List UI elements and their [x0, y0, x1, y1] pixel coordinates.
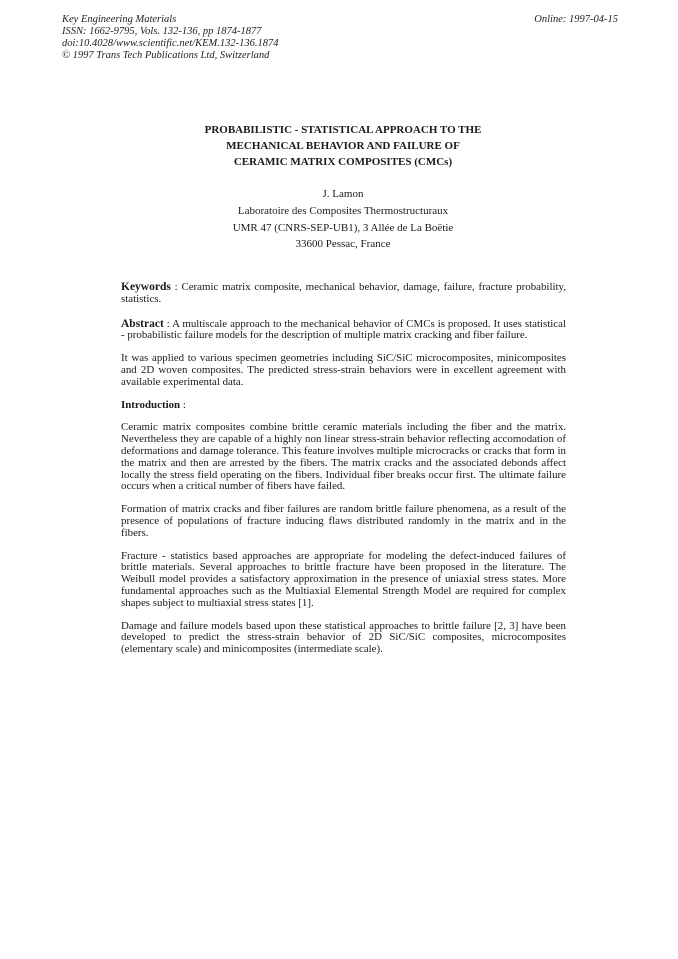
- journal-name: Key Engineering Materials: [62, 14, 177, 25]
- intro-paragraph-1: Ceramic matrix composites combine brittle ceramic materials including the fiber and the matrix. Nevertheless they are capable of a highly non linear stress-strain behavior reflecting accomodation of deformations and damage tolerance. This feature involves multiple microcracks or cracks that form in the matrix and then are arrested by the fibers. The matrix cracks and the associated debonds affect locally the stress field operating on the fibers. Individual fiber breaks occur first. The ultimate failure occurs when a critical number of fibers have failed.: [121, 421, 566, 493]
- intro-paragraph-2: Formation of matrix cracks and fiber failures are random brittle failure phenomena, as a result of the presence of populations of fracture inducing flaws distributed randomly in the matrix and in the fibers.: [121, 503, 566, 539]
- author-block: [120, 186, 566, 253]
- abstract-paragraph: [121, 319, 566, 343]
- introduction-heading-colon: :: [180, 398, 186, 411]
- title-line-3: CERAMIC MATRIX COMPOSITES (CMCs): [233, 156, 453, 168]
- keywords-text: : Ceramic matrix composite, mechanical behavior, damage, failure, fracture probability, statistics.: [121, 281, 566, 305]
- journal-issn: ISSN: 1662-9795, Vols. 132-136, pp 1874-1877: [62, 26, 262, 37]
- affiliation-line-3: 33600 Pessac, France: [295, 238, 391, 251]
- online-date: Online: 1997-04-15: [534, 14, 618, 25]
- paper-body: [121, 282, 566, 667]
- author-name: J. Lamon: [322, 188, 364, 200]
- affiliation-line-1: Laboratoire des Composites Thermostructuraux: [237, 204, 449, 217]
- journal-copyright: © 1997 Trans Tech Publications Ltd, Switzerland: [62, 50, 270, 61]
- keywords-label: Keywords: [121, 281, 171, 293]
- journal-doi: doi:10.4028/www.scientific.net/KEM.132-136.1874: [62, 38, 279, 49]
- introduction-heading-text: Introduction: [121, 398, 181, 411]
- keywords-paragraph: [121, 282, 566, 306]
- paper-title: [120, 122, 566, 170]
- intro-paragraph-3: Fracture - statistics based approaches are appropriate for modeling the defect-induced failures of brittle materials. Several approaches to brittle fracture have been proposed in the literature. The Weibull model provides a satisfactory approximation in the presence of uniaxial stress states. More fundamental approaches such as the Multiaxial Elemental Strength Model are required for complex shapes subject to multiaxial stress states [1].: [121, 549, 566, 609]
- journal-header: [62, 14, 618, 62]
- abstract-text: : A multiscale approach to the mechanical behavior of CMCs is proposed. It uses statistical - probabilistic failure models for the description of multiple matrix cracking and fiber failure.: [121, 317, 566, 342]
- introduction-heading: [121, 400, 566, 412]
- abstract-label: Abstract: [121, 317, 164, 330]
- title-line-1: PROBABILISTIC - STATISTICAL APPROACH TO THE: [204, 124, 482, 136]
- abstract-paragraph-2: It was applied to various specimen geometries including SiC/SiC microcomposites, minicomposites and 2D woven composites. The predicted stress-strain behaviors were in excellent agreement with available experimental data.: [121, 352, 566, 388]
- title-line-2: MECHANICAL BEHAVIOR AND FAILURE OF: [226, 140, 460, 152]
- intro-paragraph-4: Damage and failure models based upon these statistical approaches to brittle failure [2, 3] have been developed to predict the stress-strain behavior of 2D SiC/SiC composites, microcomposites (elementary scale) and minicomposites (intermediate scale).: [121, 619, 566, 656]
- affiliation-line-2: UMR 47 (CNRS-SEP-UB1), 3 Allée de La Boëtie: [232, 221, 454, 234]
